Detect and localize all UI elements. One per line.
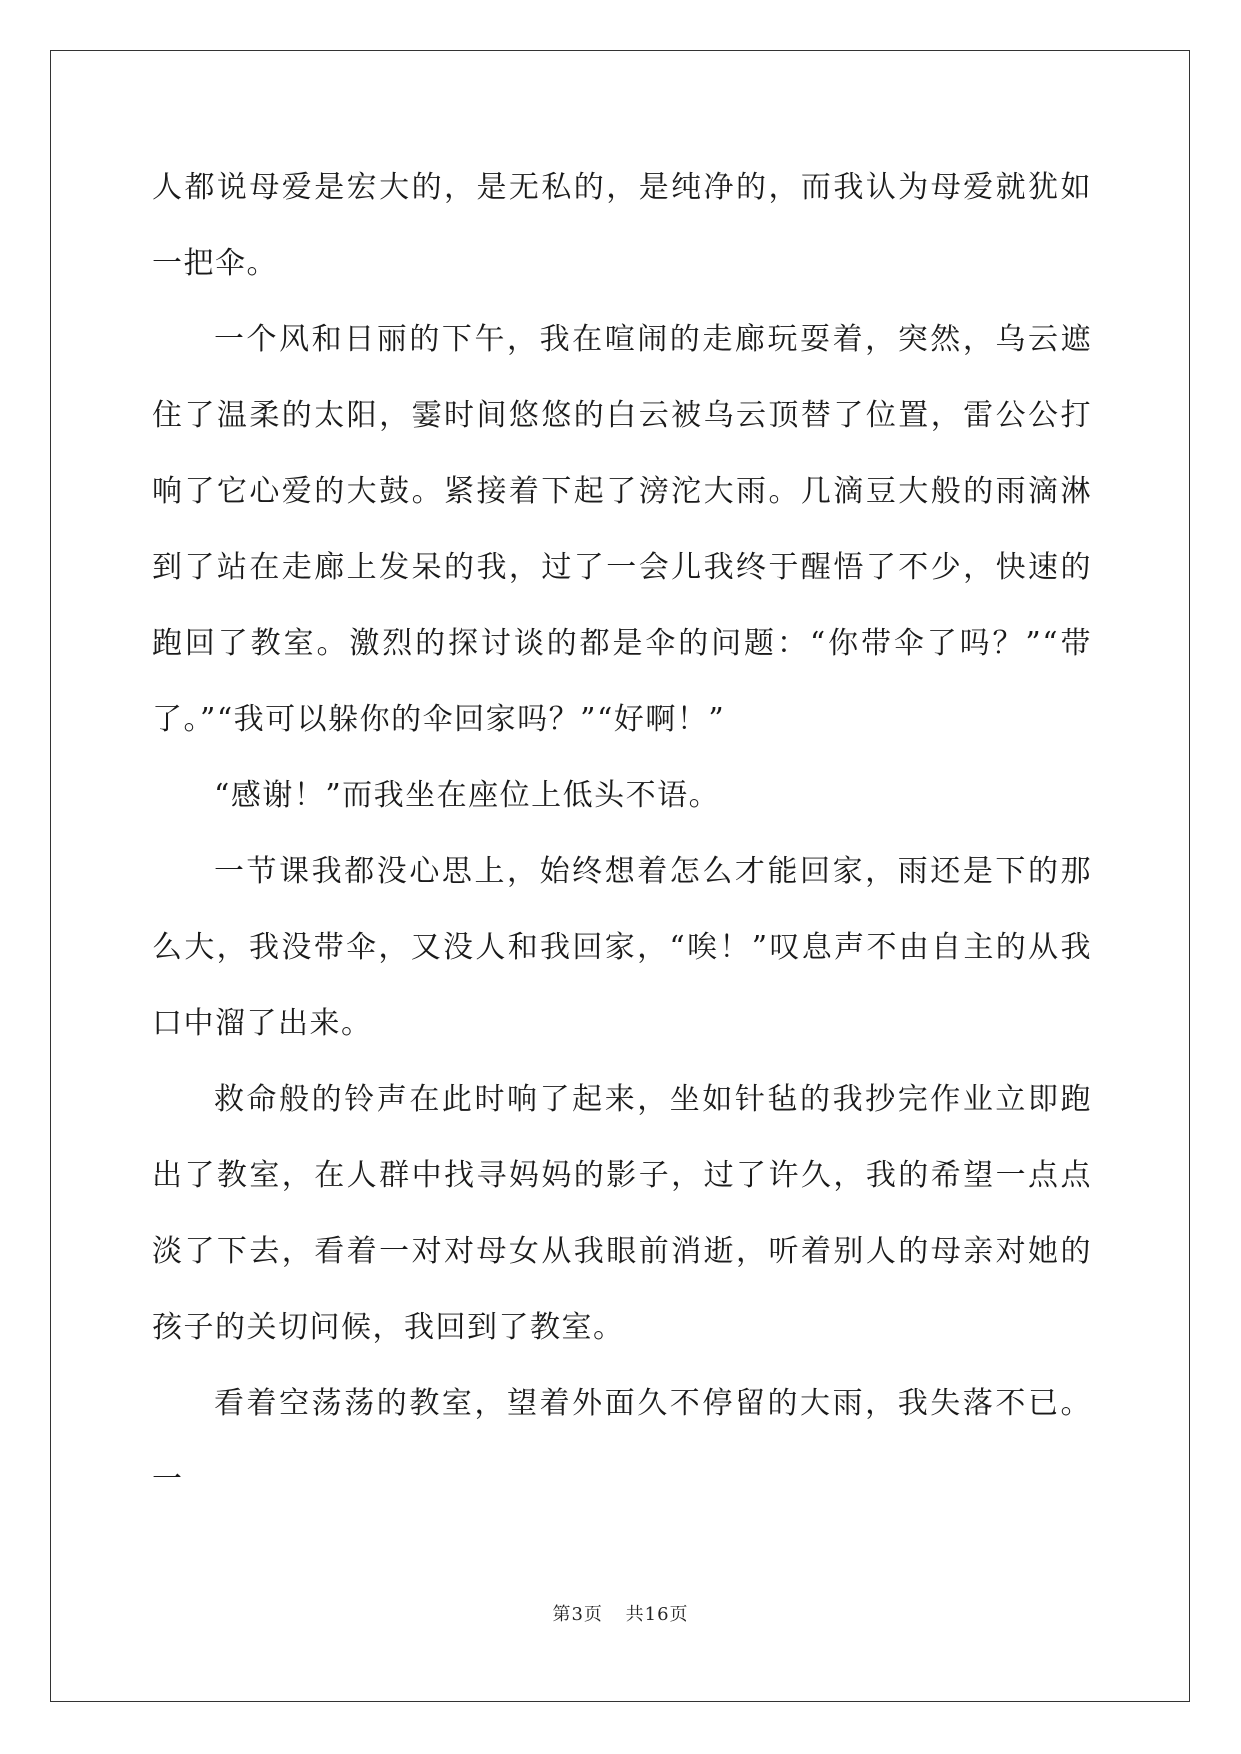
paragraph: 一个风和日丽的下午，我在喧闹的走廊玩耍着，突然，乌云遮住了温柔的太阳，霎时间悠悠的白云被乌云顶替了位置，雷公公打响了它心爱的大鼓。紧接着下起了滂沱大雨。几滴豆大般的雨滴淋到了站在走廊上发呆的我，过了一会儿我终于醒悟了不少，快速的跑回了教室。激烈的探讨谈的都是伞的问题：“你带伞了吗？”“带了。”“我可以躲你的伞回家吗？”“好啊！”	[152, 322, 1092, 737]
page-total: 共16页	[625, 1604, 689, 1625]
paragraph: 人都说母爱是宏大的，是无私的，是纯净的，而我认为母爱就犹如一把伞。	[152, 170, 1092, 281]
page-footer	[0, 1600, 1241, 1626]
paragraph: 救命般的铃声在此时响了起来，坐如针毡的我抄完作业立即跑出了教室，在人群中找寻妈妈的影子，过了许久，我的希望一点点淡了下去，看着一对对母女从我眼前消逝，听着别人的母亲对她的孩子的关切问候，我回到了教室。	[152, 1082, 1092, 1345]
paragraph: “感谢！”而我坐在座位上低头不语。	[214, 778, 721, 813]
document-body	[152, 150, 1092, 1518]
paragraph: 一节课我都没心思上，始终想着怎么才能回家，雨还是下的那么大，我没带伞，又没人和我回家，“唉！”叹息声不由自主的从我口中溜了出来。	[152, 854, 1092, 1041]
page-number: 第3页	[552, 1604, 603, 1625]
paragraph: 看着空荡荡的教室，望着外面久不停留的大雨，我失落不已。一	[152, 1386, 1092, 1497]
